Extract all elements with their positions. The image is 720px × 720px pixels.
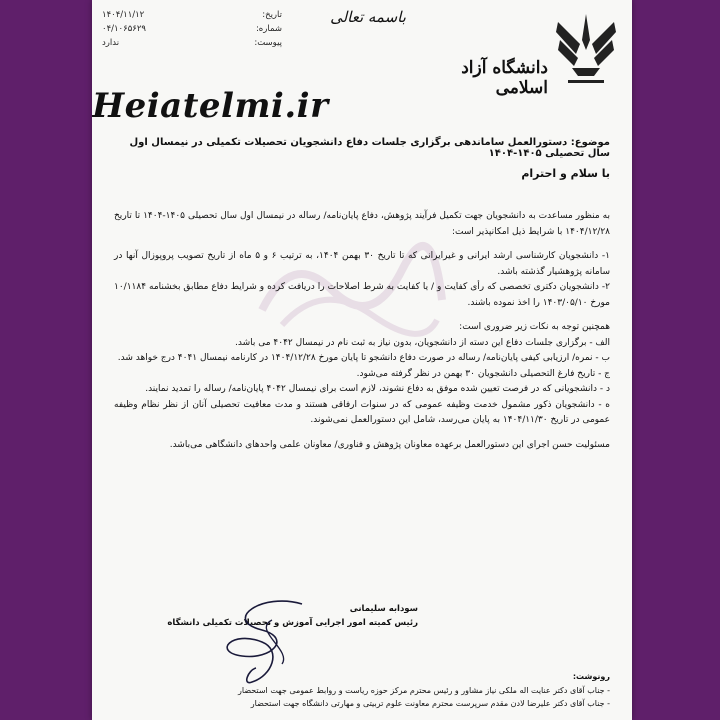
note-item-dal: د - دانشجویانی که در فرصت تعیین شده موفق به دفاع نشوند، لازم است برای نیمسال ۴۰۴۲ پایان‌نامه/ رساله را تمدید نمایند.: [145, 384, 610, 394]
signatory-name: سودابه سلیمانی: [349, 604, 418, 614]
attachment-label: پیوست:: [254, 38, 282, 48]
cc-item: - جناب آقای دکتر علیرضا لادن مقدم سرپرست محترم معاونت علوم تربیتی و مهارتی دانشگاه جهت استحضار: [250, 699, 610, 708]
intro-paragraph: به منظور مساعدت به دانشجویان جهت تکمیل فرآیند پژوهش، دفاع پایان‌نامه/ رساله در نیمسال اول سال تحصیلی ۱۴۰۵-۱۴۰۴ تا تاریخ ۱۴۰۴/۱۲/۲۸ با شرایط ذیل امکانپذیر است:: [114, 211, 610, 237]
letter-meta: [102, 8, 282, 50]
attachment-row: [102, 36, 282, 50]
number-value: ۰۴/۱۰۶۵۶۲۹: [102, 24, 146, 34]
greeting: با سلام و احترام: [521, 167, 610, 180]
carbon-copy-list: [114, 670, 610, 710]
responsibility-paragraph: مسئولیت حسن اجرای این دستورالعمل برعهده معاونان پژوهش و فناوری/ معاونان علمی واحدهای دانشگاهی می‌باشد.: [169, 439, 610, 450]
note-item-jim: ج - تاریخ فارغ التحصیلی دانشجویان ۳۰ بهمن در نظر گرفته می‌شود.: [356, 368, 610, 379]
bismillah: باسمه تعالی: [330, 8, 406, 26]
number-row: [102, 22, 282, 36]
date-value: ۱۴۰۴/۱۱/۱۲: [102, 10, 145, 20]
letter-body: [114, 209, 610, 453]
cc-title: رونوشت:: [572, 672, 610, 681]
note-item-alef: الف - برگزاری جلسات دفاع این دسته از دانشجویان، بدون نیاز به ثبت نام در نیمسال ۴۰۴۲ می باشد.: [234, 337, 610, 348]
notes-title: همچنین توجه به نکات زیر ضروری است:: [459, 322, 610, 332]
watermark-text: Heiatelmi.ir: [92, 86, 329, 126]
note-item-he: ه - دانشجویان ذکور مشمول خدمت وظیفه عمومی که در سنوات ارفاقی هستند و مدت معافیت تحصیلی آنان از نظر نظام وظیفه عمومی در تاریخ ۱۴۰۴/۱۱/۳۰ به پایان می‌رسد، شامل این دستورالعمل نمی‌شوند.: [114, 399, 610, 425]
signatory-title: رئیس کمیته امور اجرایی آموزش و تحصیلات تکمیلی دانشگاه: [167, 618, 418, 628]
cc-item: - جناب آقای دکتر عنایت اله ملکی نیاز مشاور و رئیس محترم مرکز حوزه ریاست و روابط عمومی جهت استحضار: [238, 686, 610, 695]
date-label: تاریخ:: [262, 10, 282, 20]
azad-university-logo-icon: [554, 10, 618, 88]
condition-item-1: ۱- دانشجویان کارشناسی ارشد ایرانی و غیرایرانی که تا تاریخ ۳۰ بهمن ۱۴۰۴، به ترتیب ۶ و ۵ ماه از تاریخ تصویب پروپوزال آنها در سامانه پژوهشیار گذشته باشد.: [114, 251, 610, 277]
university-name: دانشگاه آزاد اسلامی: [461, 58, 548, 98]
note-item-be: ب - نمره/ ارزیابی کیفی پایان‌نامه/ رساله در صورت دفاع دانشجو تا پایان مورخ ۱۴۰۴/۱۲/۲۸ در کارنامه نیمسال ۴۰۴۱ درج خواهد شد.: [117, 353, 610, 363]
attachment-value: ندارد: [102, 38, 120, 48]
condition-item-2: ۲- دانشجویان دکتری تخصصی که رأی کفایت و / یا کفایت به شرط اصلاحات را دریافت کرده و شرایط دفاع مطابق بخشنامه ۱۰/۱۱۸۴ مورخ ۱۴۰۳/۰۵/۱۰ را اخذ نموده باشند.: [114, 282, 610, 308]
letter-subject: موضوع: دستورالعمل ساماندهی برگزاری جلسات دفاع دانشجویان تحصیلات تکمیلی در نیمسال اول سال تحصیلی ۱۴۰۵-۱۴۰۴: [129, 137, 610, 159]
date-row: [102, 8, 282, 22]
letter-page: [92, 0, 632, 720]
number-label: شماره:: [255, 24, 282, 34]
